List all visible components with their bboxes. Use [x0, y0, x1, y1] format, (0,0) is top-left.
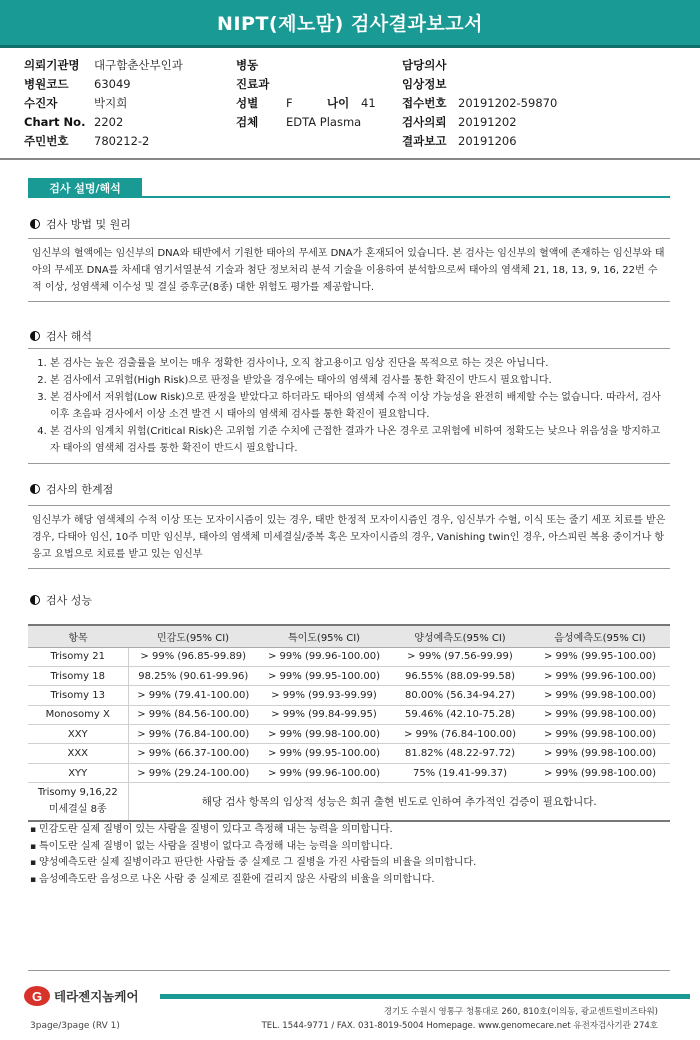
table-cell: > 99% (97.56-99.99) [390, 647, 530, 666]
interpretation-item: 2. 본 검사에서 고위험(High Risk)으로 판정을 받았을 경우에는 태아의 염색체 검사를 통한 확진이 반드시 필요합니다. [50, 372, 666, 389]
interpretation-item: 4. 본 검사의 임계치 위험(Critical Risk)은 고위험 기준 수치에 근접한 결과가 나온 경우로 고위험에 비하여 정확도는 낮으나 위음성을 방지하고자 태아의 염색체 검사를 통한 확진이 반드시 필요합니다. [50, 423, 666, 457]
table-cell: Monosomy X [28, 705, 128, 724]
table-cell: > 99% (99.93-99.99) [258, 686, 390, 705]
subsection-interpretation [30, 328, 92, 344]
limitations-text: 임신부가 해당 염색체의 수적 이상 또는 모자이시즘이 있는 경우, 태반 한정적 모자이시즘인 경우, 임신부가 수혈, 이식 또는 줄기 세포 치료를 받은 경우, 다태아 임신, 10주 미만 임신부, 태아의 염색체 미세결실/중복 혹은 모자이시즘의 경우, Vanishing twin인 경우, 아스피린 복용 중이거나 항 응고 요법으로 치료를 받고 있는 임신부 [28, 505, 670, 569]
info-label: 병원코드 [24, 77, 69, 91]
page-number: 3page/3page (RV 1) [30, 1021, 120, 1031]
table-cell: > 99% (66.37-100.00) [128, 744, 258, 763]
info-label: 성별 [236, 96, 259, 110]
table-row [28, 686, 670, 705]
other-item-line1: Trisomy 9,16,22 [37, 787, 118, 799]
column-header: 민감도(95% CI) [128, 625, 258, 647]
info-label: 의뢰기관명 [24, 58, 80, 72]
table-row [28, 666, 670, 685]
info-label: 결과보고 [402, 134, 447, 148]
info-label: 임상정보 [402, 77, 447, 91]
report-title: NIPT(제노맘) 검사결과보고서 [0, 0, 700, 48]
definition-item: ▪ 특이도란 실제 질병이 없는 사람을 질병이 없다고 측정해 내는 능력을 의미합니다. [30, 839, 476, 856]
info-label: 나이 [327, 96, 350, 110]
table-cell: > 99% (99.95-100.00) [258, 744, 390, 763]
address-line: 경기도 수원시 영통구 청통대로 260, 810호(이의동, 광교센트럴비즈타워) [383, 1007, 658, 1017]
table-cell: 59.46% (42.10-75.28) [390, 705, 530, 724]
subsection-title: 검사 방법 및 원리 [46, 218, 131, 231]
half-circle-icon [30, 595, 40, 605]
subsection-title: 검사의 한계점 [46, 483, 114, 496]
table-cell: > 99% (99.98-100.00) [530, 763, 670, 782]
subsection-method [30, 216, 131, 232]
table-cell: > 99% (29.24-100.00) [128, 763, 258, 782]
info-value: 20191206 [458, 134, 517, 148]
column-header: 항목 [28, 625, 128, 647]
info-value: 대구함춘산부인과 [94, 58, 183, 72]
table-row-other [28, 783, 670, 821]
table-cell: > 99% (79.41-100.00) [128, 686, 258, 705]
column-header: 양성예측도(95% CI) [390, 625, 530, 647]
table-cell: > 99% (99.98-100.00) [530, 744, 670, 763]
table-cell: Trisomy 18 [28, 666, 128, 685]
half-circle-icon [30, 219, 40, 229]
info-label: 담당의사 [402, 58, 447, 72]
info-label: 주민번호 [24, 134, 69, 148]
table-cell: > 99% (99.95-100.00) [530, 647, 670, 666]
other-item-note: 해당 검사 항목의 임상적 성능은 희귀 출현 빈도로 인하여 추가적인 검증이 필요합니다. [128, 783, 670, 821]
subsection-title: 검사 성능 [46, 594, 93, 607]
method-text: 임신부의 혈액에는 임신부의 DNA와 태반에서 기원한 태아의 무세포 DNA가 혼재되어 있습니다. 본 검사는 임신부의 혈액에 존재하는 임신부와 태아의 무세포 DNA를 차세대 염기서열분석 기술과 첨단 정보처리 분석 기술을 이용하여 분석함으로써 태아의 염색체 21, 18, 13, 9, 16, 22번 수적 이상, 성염색체 이수성 및 결실 증후군(8종) 대한 위험도 평가를 제공합니다. [28, 238, 670, 302]
definition-item: ▪ 민감도란 실제 질병이 있는 사람을 질병이 있다고 측정해 내는 능력을 의미합니다. [30, 822, 476, 839]
table-cell: 96.55% (88.09-99.58) [390, 666, 530, 685]
info-value: 780212-2 [94, 134, 150, 148]
definition-item: ▪ 음성예측도란 음성으로 나온 사람 중 실제로 질환에 걸리지 않은 사람의 비율을 의미합니다. [30, 872, 476, 889]
table-cell: > 99% (96.85-99.89) [128, 647, 258, 666]
table-cell: 80.00% (56.34-94.27) [390, 686, 530, 705]
subsection-performance [30, 592, 92, 608]
company-logo [24, 986, 139, 1006]
table-cell: XXX [28, 744, 128, 763]
table-cell: 81.82% (48.22-97.72) [390, 744, 530, 763]
table-row [28, 705, 670, 724]
definition-item: ▪ 양성예측도란 실제 질병이라고 판단한 사람들 중 실제로 그 질병을 가진 사람들의 비율을 의미합니다. [30, 855, 476, 872]
info-label: 진료과 [236, 77, 270, 91]
footer-accent-line [160, 994, 690, 999]
info-label: 검체 [236, 115, 259, 129]
table-cell: 98.25% (90.61-99.96) [128, 666, 258, 685]
info-value: 20191202-59870 [458, 96, 558, 110]
table-cell: XXY [28, 725, 128, 744]
subsection-limitations [30, 481, 113, 497]
header-divider [0, 158, 700, 160]
info-value: EDTA Plasma [286, 115, 362, 129]
table-cell: > 99% (99.84-99.95) [258, 705, 390, 724]
performance-table [28, 624, 670, 822]
table-cell: 75% (19.41-99.37) [390, 763, 530, 782]
info-value: 41 [361, 96, 376, 110]
table-cell: > 99% (99.95-100.00) [258, 666, 390, 685]
table-row [28, 763, 670, 782]
contact-line: TEL. 1544-9771 / FAX. 031-8019-5004 Homepage. www.genomecare.net 유전자검사기관 274호 [261, 1021, 658, 1031]
section-title: 검사 설명/해석 [28, 178, 142, 198]
table-cell: > 99% (99.96-100.00) [258, 763, 390, 782]
table-cell: > 99% (99.96-100.00) [258, 647, 390, 666]
interpretation-list [28, 348, 670, 464]
info-value: F [286, 96, 293, 110]
table-row [28, 725, 670, 744]
table-cell: XYY [28, 763, 128, 782]
info-value: 2202 [94, 115, 124, 129]
half-circle-icon [30, 331, 40, 341]
subsection-title: 검사 해석 [46, 330, 93, 343]
other-item-line2: 미세결실 8종 [48, 804, 107, 816]
info-label: 수진자 [24, 96, 58, 110]
table-cell: > 99% (76.84-100.00) [390, 725, 530, 744]
info-label: 병동 [236, 58, 259, 72]
patient-info [24, 56, 684, 152]
footer-divider [28, 970, 670, 971]
info-label: 접수번호 [402, 96, 447, 110]
definitions-list [30, 822, 476, 888]
column-header: 특이도(95% CI) [258, 625, 390, 647]
table-cell: > 99% (84.56-100.00) [128, 705, 258, 724]
footer-address [262, 1005, 658, 1033]
table-row [28, 647, 670, 666]
table-cell: > 99% (99.96-100.00) [530, 666, 670, 685]
interpretation-item: 3. 본 검사에서 저위험(Low Risk)으로 판정을 받았다고 하더라도 태아의 염색체 수적 이상 가능성을 완전히 배제할 수는 없습니다. 따라서, 검사 이후 초음파 검사에서 이상 소견 발견 시 태아의 염색체 검사를 통한 확진이 필요합니다. [50, 389, 666, 423]
logo-text: 테라젠지놈케어 [54, 989, 139, 1004]
table-cell [28, 783, 128, 821]
interpretation-item: 1. 본 검사는 높은 검출률을 보이는 매우 정확한 검사이나, 오직 참고용이고 임상 진단을 목적으로 하는 것은 아닙니다. [50, 355, 666, 372]
info-value: 박지희 [94, 96, 128, 110]
table-header-row [28, 625, 670, 647]
table-cell: > 99% (99.98-100.00) [530, 705, 670, 724]
table-cell: Trisomy 13 [28, 686, 128, 705]
info-label: 검사의뢰 [402, 115, 447, 129]
table-cell: > 99% (99.98-100.00) [258, 725, 390, 744]
half-circle-icon [30, 484, 40, 494]
info-label: Chart No. [24, 115, 86, 129]
table-row [28, 744, 670, 763]
column-header: 음성예측도(95% CI) [530, 625, 670, 647]
table-cell: > 99% (99.98-100.00) [530, 725, 670, 744]
info-value: 63049 [94, 77, 131, 91]
table-cell: > 99% (76.84-100.00) [128, 725, 258, 744]
table-cell: > 99% (99.98-100.00) [530, 686, 670, 705]
table-cell: Trisomy 21 [28, 647, 128, 666]
logo-mark-icon: G [24, 986, 50, 1006]
info-value: 20191202 [458, 115, 517, 129]
